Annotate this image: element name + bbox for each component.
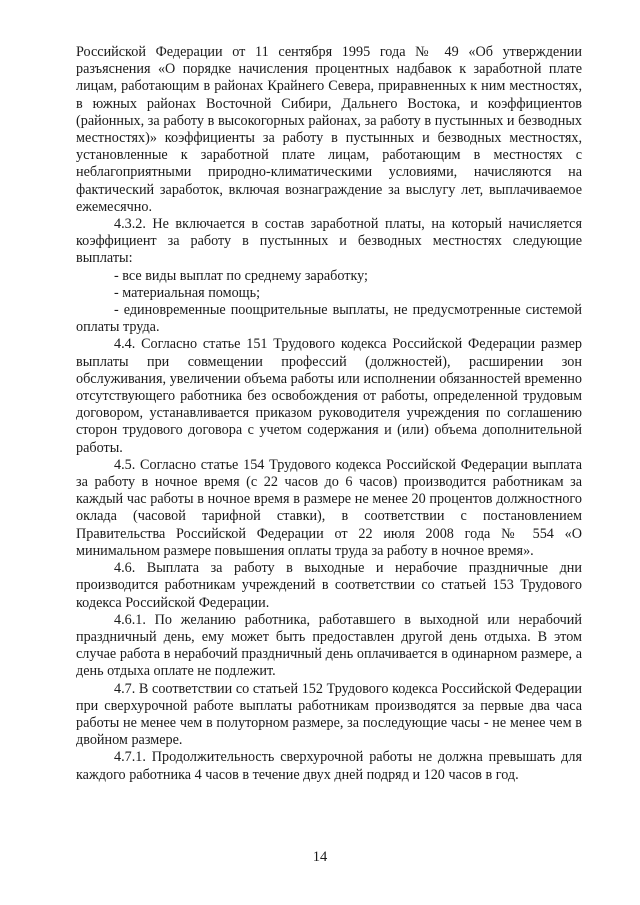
list-item-one-time-bonuses: - единовременные поощрительные выплаты, не предусмотренные системой оплаты труда.	[76, 302, 582, 336]
paragraph-4-6-1: 4.6.1. По желанию работника, работавшего в выходной или нерабочий праздничный день, ему может быть предоставлен другой день отдыха. В этом случае работа в нерабочий праздничный день оплачивается в одинарном размере, а день отдыха оплате не подлежит.	[76, 611, 582, 680]
paragraph-4-5: 4.5. Согласно статье 154 Трудового кодекса Российской Федерации выплата за работу в ночное время (с 22 часов до 6 часов) производится работникам за каждый час работы в ночное время в размере не менее 20 процентов должностного оклада (часовой тарифной ставки), в соответствии с постановлением Правительства Российской Федерации от 22 июля 2008 года № 554 «О минимальном размере повышения оплаты труда за работу в ночное время».	[76, 456, 582, 559]
paragraph-continuation: Российской Федерации от 11 сентября 1995 года № 49 «Об утверждении разъяснения «О порядке начисления процентных надбавок к заработной плате лицам, работающим в районах Крайнего Севера, приравненных к ним местностях, в южных районах Восточной Сибири, Дальнего Востока, и коэффициентов (районных, за работу в высокогорных районах, за работу в пустынных и безводных местностях)» коэффициенты за работу в пустынных и безводных местностях, установленные к заработной плате лицам, работающим в местностях с неблагоприятными природно-климатическими условиями, начисляются на фактический заработок, включая вознаграждение за выслугу лет, выплачиваемое ежемесячно.	[76, 44, 582, 215]
paragraph-4-4: 4.4. Согласно статье 151 Трудового кодекса Российской Федерации размер выплаты при совмещении профессий (должностей), расширении зон обслуживания, увеличении объема работы или исполнении обязанностей временно отсутствующего работника без освобождения от работы, определенной трудовым договором, устанавливается приказом руководителя учреждения по соглашению сторон трудового договора с учетом содержания и (или) объема дополнительной работы.	[76, 336, 582, 456]
document-body	[76, 44, 582, 784]
paragraph-4-3-2: 4.3.2. Не включается в состав заработной платы, на который начисляется коэффициент за работу в пустынных и безводных местностях следующие выплаты:	[76, 216, 582, 267]
paragraph-4-7-1: 4.7.1. Продолжительность сверхурочной работы не должна превышать для каждого работника 4 часов в течение двух дней подряд и 120 часов в год.	[76, 749, 582, 783]
paragraph-4-6: 4.6. Выплата за работу в выходные и нерабочие праздничные дни производится работникам учреждений в соответствии со статьей 153 Трудового кодекса Российской Федерации.	[76, 560, 582, 611]
paragraph-4-7: 4.7. В соответствии со статьей 152 Трудового кодекса Российской Федерации при сверхурочной работе выплаты работникам производятся за первые два часа работы не менее чем в полуторном размере, за последующие часы - не менее чем в двойном размере.	[76, 680, 582, 749]
list-item-average-earnings: - все виды выплат по среднему заработку;	[114, 267, 368, 284]
page-number: 14	[312, 849, 328, 865]
list-item-material-aid: - материальная помощь;	[114, 284, 261, 301]
